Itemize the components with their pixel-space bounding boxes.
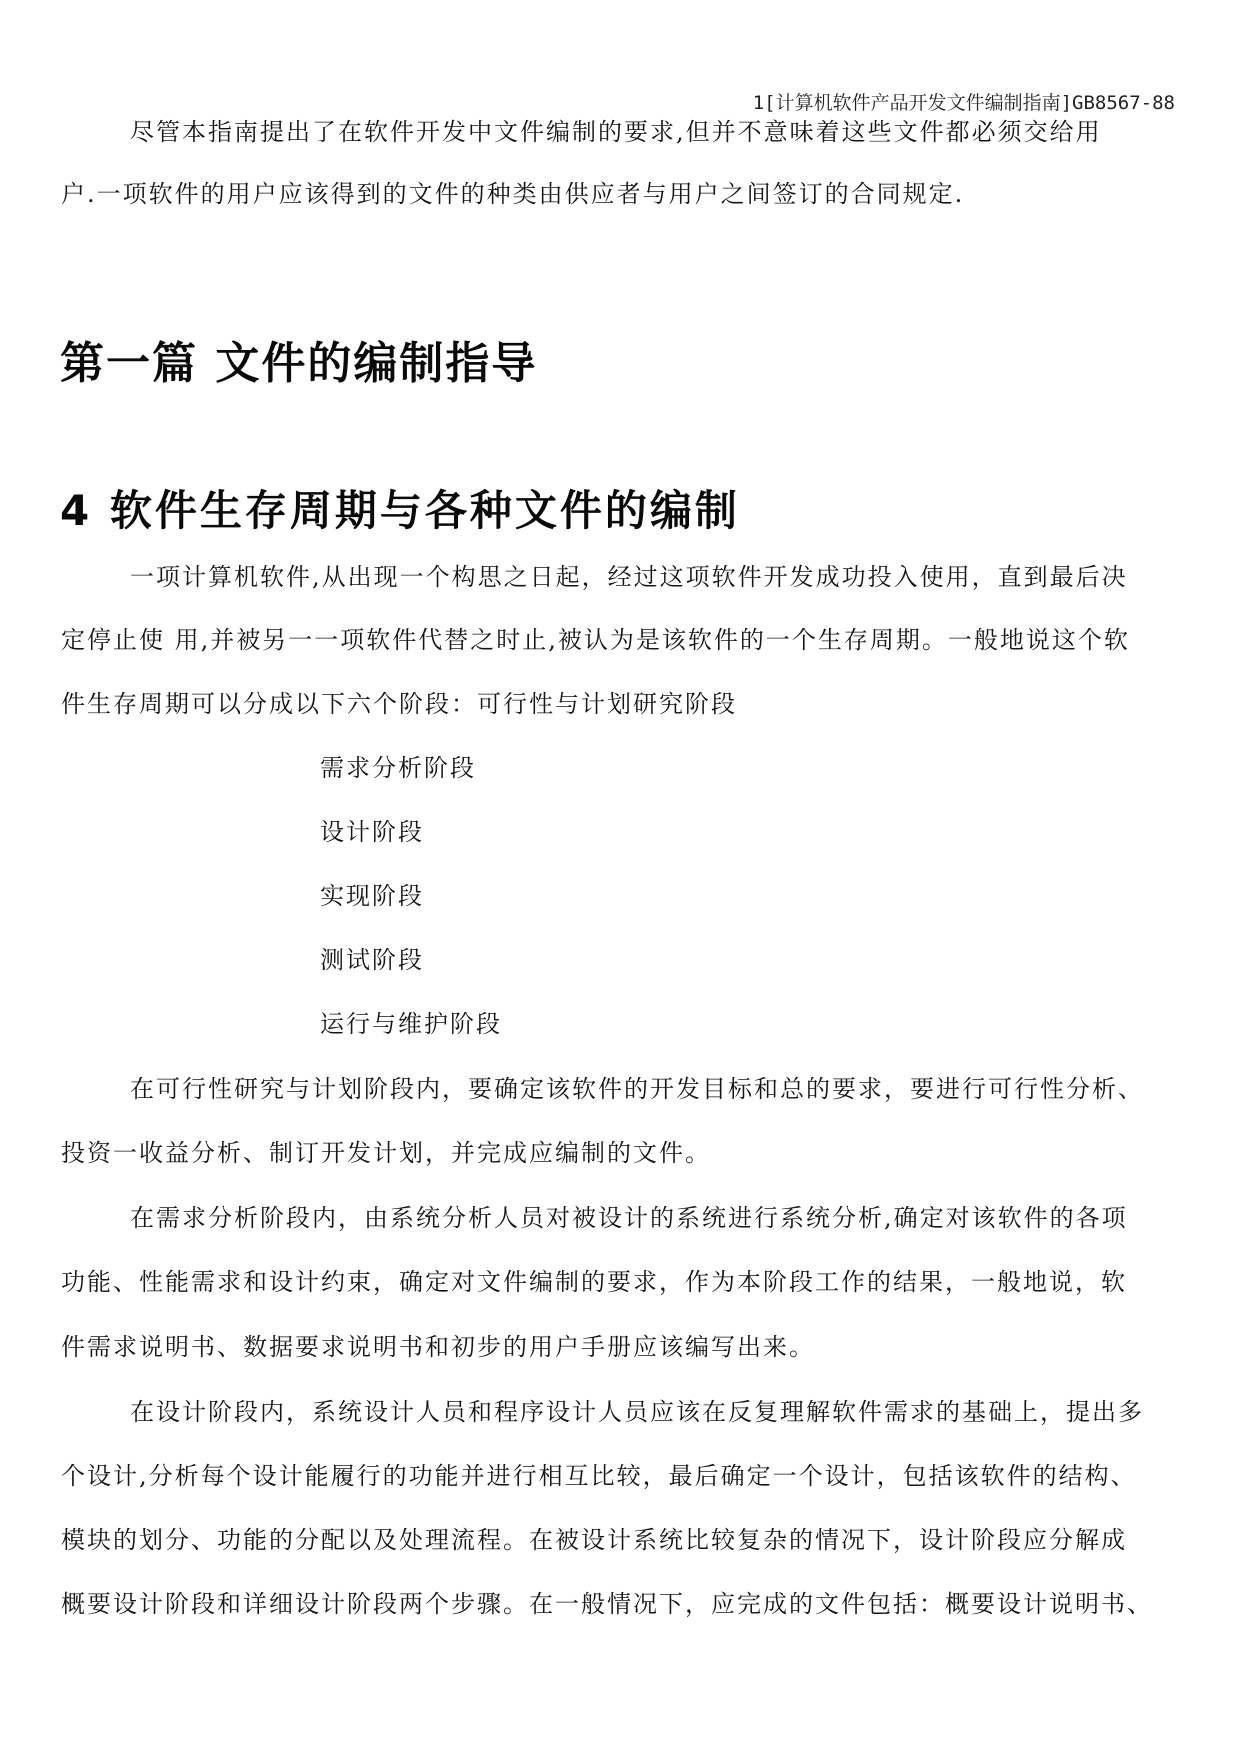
lifecycle-line-3: 件生存周期可以分成以下六个阶段：可行性与计划研究阶段 bbox=[61, 690, 737, 718]
part-title: 第一篇 文件的编制指导 bbox=[60, 338, 538, 389]
stage-item: 实现阶段 bbox=[320, 882, 424, 910]
feasibility-line-1: 在可行性研究与计划阶段内，要确定该软件的开发目标和总的要求，要进行可行性分析、 bbox=[130, 1075, 1144, 1103]
stage-item: 需求分析阶段 bbox=[320, 754, 476, 782]
lifecycle-line-2: 定停止使 用,并被另一一项软件代替之时止,被认为是该软件的一个生存周期。一般地说这个软 bbox=[61, 626, 1130, 654]
feasibility-line-2: 投资一收益分析、制订开发计划，并完成应编制的文件。 bbox=[61, 1139, 711, 1167]
design-line-1: 在设计阶段内，系统设计人员和程序设计人员应该在反复理解软件需求的基础上，提出多 bbox=[130, 1398, 1144, 1426]
intro-line-2: 户.一项软件的用户应该得到的文件的种类由供应者与用户之间签订的合同规定. bbox=[61, 180, 965, 208]
requirements-line-3: 件需求说明书、数据要求说明书和初步的用户手册应该编写出来。 bbox=[61, 1333, 815, 1361]
design-line-4: 概要设计阶段和详细设计阶段两个步骤。在一般情况下，应完成的文件包括：概要设计说明书、 bbox=[61, 1590, 1153, 1618]
intro-line-1: 尽管本指南提出了在软件开发中文件编制的要求,但并不意味着这些文件都必须交给用 bbox=[130, 118, 1102, 146]
stage-item: 运行与维护阶段 bbox=[320, 1010, 502, 1038]
chapter-title: 4 软件生存周期与各种文件的编制 bbox=[60, 486, 740, 535]
requirements-line-2: 功能、性能需求和设计约束，确定对文件编制的要求，作为本阶段工作的结果，一般地说，软 bbox=[61, 1268, 1127, 1296]
stage-item: 测试阶段 bbox=[320, 946, 424, 974]
requirements-line-1: 在需求分析阶段内，由系统分析人员对被设计的系统进行系统分析,确定对该软件的各项 bbox=[130, 1204, 1128, 1232]
stage-item: 设计阶段 bbox=[320, 818, 424, 846]
page-header: 1[计算机软件产品开发文件编制指南]GB8567-88 bbox=[752, 92, 1175, 114]
lifecycle-line-1: 一项计算机软件,从出现一个构思之日起，经过这项软件开发成功投入使用，直到最后决 bbox=[130, 563, 1128, 591]
design-line-2: 个设计,分析每个设计能履行的功能并进行相互比较，最后确定一个设计，包括该软件的结构、 bbox=[61, 1462, 1137, 1490]
design-line-3: 模块的划分、功能的分配以及处理流程。在被设计系统比较复杂的情况下，设计阶段应分解成 bbox=[61, 1526, 1127, 1554]
